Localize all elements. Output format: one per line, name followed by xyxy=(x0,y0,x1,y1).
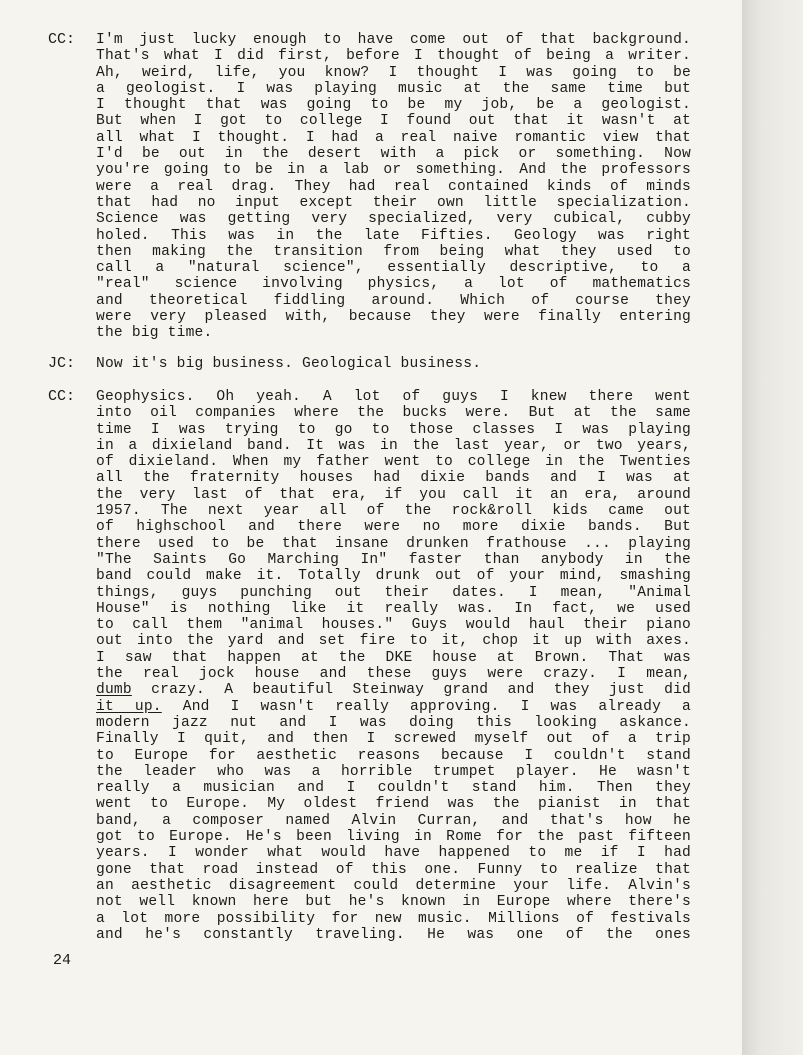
text-line: the leader who was a horrible trumpet player. He wasn't xyxy=(96,763,691,780)
text-line: things, guys punching out their dates. I mean, "Animal xyxy=(96,584,691,601)
text-line: of highschool and there were no more dixie bands. But xyxy=(96,519,691,536)
text-line: went to Europe. My oldest friend was the pianist in that xyxy=(96,796,691,813)
text-line: That's what I did first, before I thought of being a writer. xyxy=(96,48,691,65)
text-line: all the fraternity houses had dixie bands and I was at xyxy=(96,470,691,487)
text-line: gone that road instead of this one. Funny to realize that xyxy=(96,861,691,878)
text-line: "The Saints Go Marching In" faster than anybody in the xyxy=(96,551,691,568)
text-line: band could make it. Totally drunk out of your mind, smashing xyxy=(96,568,691,585)
text-line: in a dixieland band. It was in the last year, or two years, xyxy=(96,437,691,454)
entry-text xyxy=(96,356,691,372)
page-number: 24 xyxy=(53,952,72,969)
text-line: a lot more possibility for new music. Millions of festivals xyxy=(96,910,691,927)
text-line: not well known here but he's known in Europe where there's xyxy=(96,894,691,911)
text-line: I thought that was going to be my job, be a geologist. xyxy=(96,97,691,114)
text-line: But when I got to college I found out that it wasn't at xyxy=(96,113,691,130)
text-line: the big time. xyxy=(96,325,213,342)
entry-text xyxy=(96,32,691,342)
text-line: to Europe for aesthetic reasons because I couldn't stand xyxy=(96,747,691,764)
text-line: years. I wonder what would have happened to me if I had xyxy=(96,845,691,862)
text-line: the very last of that era, if you call it an era, around xyxy=(96,486,691,503)
binding-gutter xyxy=(742,0,803,1055)
speaker-label: JC: xyxy=(48,355,76,372)
text-line: it up. And I wasn't really approving. I was already a xyxy=(96,698,691,715)
speaker-label: CC: xyxy=(48,31,76,48)
speaker-label: CC: xyxy=(48,388,76,405)
text-line: there used to be that insane drunken frathouse ... playing xyxy=(96,535,691,552)
text-line: I'm just lucky enough to have come out of that background. xyxy=(96,32,691,48)
text-line: "real" science involving physics, a lot of mathematics xyxy=(96,276,691,293)
text-line: Science was getting very specialized, very cubical, cubby xyxy=(96,211,691,228)
text-line: the real jock house and these guys were crazy. I mean, xyxy=(96,666,691,683)
text-line: Finally I quit, and then I screwed myself out of a trip xyxy=(96,731,691,748)
text-line: 1957. The next year all of the rock&roll kids came out xyxy=(96,503,691,520)
text-line: and theoretical fiddling around. Which of course they xyxy=(96,292,691,309)
text-line: were very pleased with, because they were finally entering xyxy=(96,309,691,326)
text-line: an aesthetic disagreement could determine your life. Alvin's xyxy=(96,877,691,894)
text-line: all what I thought. I had a real naive romantic view that xyxy=(96,129,691,146)
text-line: then making the transition from being what they used to xyxy=(96,243,691,260)
text-line: holed. This was in the late Fifties. Geology was right xyxy=(96,227,691,244)
text-line: were a real drag. They had real contained kinds of minds xyxy=(96,178,691,195)
text-line: I saw that happen at the DKE house at Brown. That was xyxy=(96,649,691,666)
text-line: band, a composer named Alvin Curran, and that's how he xyxy=(96,812,691,829)
text-line: House" is nothing like it really was. In fact, we used xyxy=(96,600,691,617)
text-line: and he's constantly traveling. He was one of the ones xyxy=(96,926,691,943)
text-line: really a musician and I couldn't stand him. Then they xyxy=(96,780,691,797)
entry-text xyxy=(96,389,691,943)
text-line: call a "natural science", essentially descriptive, to a xyxy=(96,260,691,277)
text-line: a geologist. I was playing music at the same time but xyxy=(96,80,691,97)
text-line: dumb crazy. A beautiful Steinway grand and they just did xyxy=(96,682,691,699)
text-line: Ah, weird, life, you know? I thought I was going to be xyxy=(96,64,691,81)
text-line: you're going to be in a lab or something. And the professors xyxy=(96,162,691,179)
text-line: time I was trying to go to those classes I was playing xyxy=(96,421,691,438)
text-line: modern jazz nut and I was doing this looking askance. xyxy=(96,714,691,731)
text-line: of dixieland. When my father went to college in the Twenties xyxy=(96,454,691,471)
text-line: into oil companies where the bucks were. But at the same xyxy=(96,405,691,422)
text-line: Now it's big business. Geological business. xyxy=(96,356,482,372)
text-line: to call them "animal houses." Guys would haul their piano xyxy=(96,617,691,634)
text-line: got to Europe. He's been living in Rome for the past fifteen xyxy=(96,829,691,846)
text-line: I'd be out in the desert with a pick or something. Now xyxy=(96,146,691,163)
text-line: that had no input except their own little specialization. xyxy=(96,194,691,211)
text-line: Geophysics. Oh yeah. A lot of guys I knew there went xyxy=(96,389,691,405)
text-line: out into the yard and set fire to it, chop it up with axes. xyxy=(96,633,691,650)
